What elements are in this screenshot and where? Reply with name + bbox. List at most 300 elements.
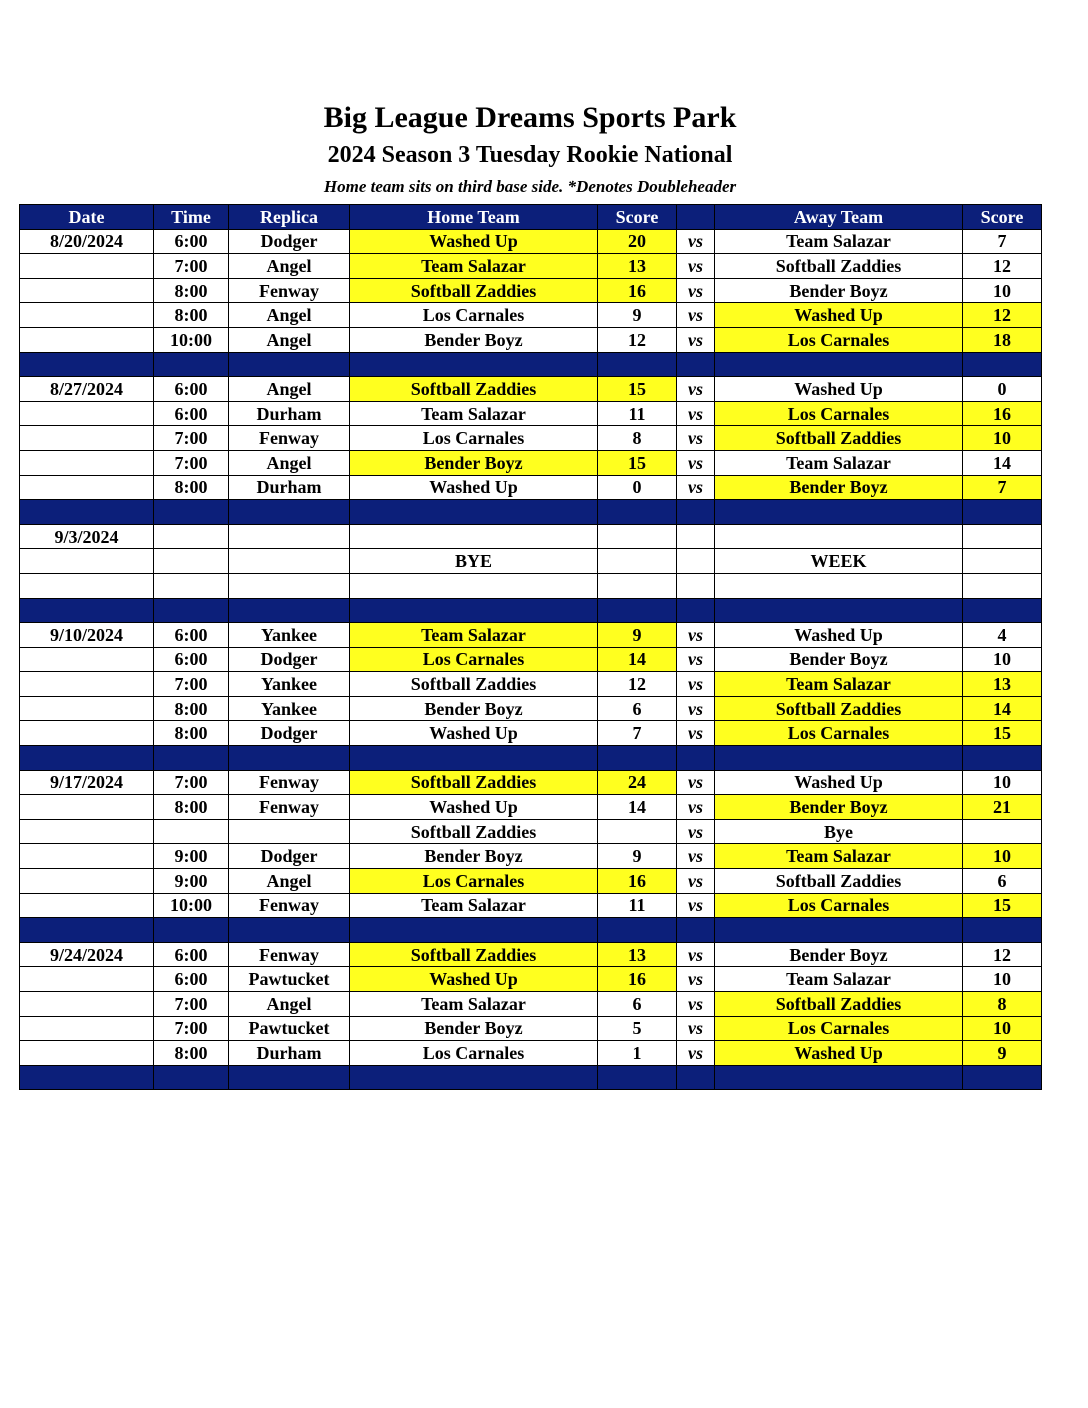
vs-cell: vs [677, 1041, 715, 1066]
separator-cell [715, 1065, 963, 1090]
separator-cell [154, 352, 229, 377]
vs-cell: vs [677, 893, 715, 918]
date-cell [20, 696, 154, 721]
replica-cell: Angel [229, 450, 350, 475]
time-cell [154, 573, 229, 598]
time-cell: 7:00 [154, 426, 229, 451]
home-score-cell: 11 [598, 401, 677, 426]
home-team-cell: Los Carnales [350, 647, 598, 672]
home-team-cell [350, 573, 598, 598]
away-team-cell: Bender Boyz [715, 942, 963, 967]
home-team-cell: BYE [350, 549, 598, 574]
header-row [20, 205, 1042, 230]
date-cell [20, 549, 154, 574]
table-row [20, 426, 1042, 451]
vs-cell: vs [677, 254, 715, 279]
away-team-cell: Bender Boyz [715, 795, 963, 820]
vs-cell: vs [677, 377, 715, 402]
away-score-cell: 10 [963, 844, 1042, 869]
time-cell: 8:00 [154, 1041, 229, 1066]
vs-cell: vs [677, 819, 715, 844]
time-cell: 6:00 [154, 942, 229, 967]
replica-cell: Pawtucket [229, 1016, 350, 1041]
home-team-cell: Softball Zaddies [350, 819, 598, 844]
replica-cell: Dodger [229, 721, 350, 746]
replica-cell: Fenway [229, 770, 350, 795]
home-score-cell [598, 549, 677, 574]
away-team-cell: Team Salazar [715, 450, 963, 475]
separator-cell [598, 500, 677, 525]
home-score-cell: 11 [598, 893, 677, 918]
separator-cell [154, 918, 229, 943]
time-cell: 9:00 [154, 869, 229, 894]
separator-cell [229, 500, 350, 525]
away-team-cell: Washed Up [715, 303, 963, 328]
table-row [20, 1016, 1042, 1041]
table-row [20, 549, 1042, 574]
table-row [20, 795, 1042, 820]
away-team-cell: Washed Up [715, 770, 963, 795]
table-row [20, 524, 1042, 549]
home-score-cell: 1 [598, 1041, 677, 1066]
separator-cell [963, 598, 1042, 623]
replica-cell: Yankee [229, 696, 350, 721]
time-cell: 10:00 [154, 327, 229, 352]
home-team-cell: Washed Up [350, 229, 598, 254]
time-cell: 6:00 [154, 647, 229, 672]
separator-cell [963, 352, 1042, 377]
away-score-cell: 7 [963, 475, 1042, 500]
replica-cell: Pawtucket [229, 967, 350, 992]
away-score-cell: 21 [963, 795, 1042, 820]
away-score-cell [963, 524, 1042, 549]
column-header-away-team: Away Team [715, 205, 963, 230]
table-row [20, 377, 1042, 402]
home-score-cell: 16 [598, 869, 677, 894]
separator-cell [20, 746, 154, 771]
time-cell [154, 819, 229, 844]
date-cell: 9/10/2024 [20, 623, 154, 648]
table-row [20, 475, 1042, 500]
home-score-cell: 8 [598, 426, 677, 451]
table-row [20, 303, 1042, 328]
replica-cell: Yankee [229, 672, 350, 697]
separator-cell [20, 1065, 154, 1090]
home-team-cell: Los Carnales [350, 869, 598, 894]
separator-cell [677, 598, 715, 623]
table-row [20, 893, 1042, 918]
separator-cell [20, 500, 154, 525]
home-score-cell: 9 [598, 623, 677, 648]
page-note: Home team sits on third base side. *Denotes Doubleheader [323, 177, 737, 196]
home-team-cell: Team Salazar [350, 992, 598, 1017]
away-team-cell: Team Salazar [715, 672, 963, 697]
away-score-cell [963, 573, 1042, 598]
date-cell [20, 254, 154, 279]
separator-cell [229, 352, 350, 377]
home-score-cell: 14 [598, 795, 677, 820]
home-score-cell: 5 [598, 1016, 677, 1041]
away-score-cell: 16 [963, 401, 1042, 426]
vs-cell: vs [677, 475, 715, 500]
table-row [20, 942, 1042, 967]
home-team-cell: Softball Zaddies [350, 672, 598, 697]
home-score-cell: 15 [598, 450, 677, 475]
away-team-cell [715, 573, 963, 598]
replica-cell: Dodger [229, 647, 350, 672]
time-cell: 8:00 [154, 795, 229, 820]
away-team-cell: Washed Up [715, 623, 963, 648]
separator-cell [229, 598, 350, 623]
separator-cell [229, 1065, 350, 1090]
home-score-cell: 6 [598, 992, 677, 1017]
away-team-cell [715, 524, 963, 549]
home-team-cell: Washed Up [350, 721, 598, 746]
separator-cell [229, 918, 350, 943]
away-score-cell: 12 [963, 942, 1042, 967]
separator-cell [963, 500, 1042, 525]
away-score-cell: 0 [963, 377, 1042, 402]
table-row [20, 869, 1042, 894]
date-cell: 9/24/2024 [20, 942, 154, 967]
table-row [20, 819, 1042, 844]
time-cell: 7:00 [154, 770, 229, 795]
away-score-cell: 10 [963, 278, 1042, 303]
time-cell [154, 549, 229, 574]
away-score-cell: 7 [963, 229, 1042, 254]
separator-cell [963, 918, 1042, 943]
time-cell: 7:00 [154, 450, 229, 475]
vs-cell: vs [677, 696, 715, 721]
time-cell [154, 524, 229, 549]
separator-cell [350, 918, 598, 943]
home-score-cell: 6 [598, 696, 677, 721]
date-cell [20, 647, 154, 672]
replica-cell: Yankee [229, 623, 350, 648]
separator-cell [715, 598, 963, 623]
separator-cell [677, 918, 715, 943]
date-cell [20, 426, 154, 451]
page-title: Big League Dreams Sports Park [323, 101, 737, 134]
away-score-cell: 4 [963, 623, 1042, 648]
table-row [20, 327, 1042, 352]
away-team-cell: WEEK [715, 549, 963, 574]
away-score-cell: 15 [963, 721, 1042, 746]
away-score-cell: 12 [963, 303, 1042, 328]
home-score-cell: 7 [598, 721, 677, 746]
away-team-cell: Los Carnales [715, 1016, 963, 1041]
replica-cell: Fenway [229, 795, 350, 820]
replica-cell: Durham [229, 401, 350, 426]
time-cell: 7:00 [154, 1016, 229, 1041]
date-cell [20, 992, 154, 1017]
table-row [20, 278, 1042, 303]
vs-cell: vs [677, 647, 715, 672]
column-header-time: Time [154, 205, 229, 230]
vs-cell: vs [677, 426, 715, 451]
separator-cell [963, 1065, 1042, 1090]
home-score-cell: 0 [598, 475, 677, 500]
away-score-cell: 18 [963, 327, 1042, 352]
date-cell [20, 795, 154, 820]
column-header-date: Date [20, 205, 154, 230]
vs-cell: vs [677, 450, 715, 475]
date-cell [20, 450, 154, 475]
separator-cell [229, 746, 350, 771]
away-team-cell: Team Salazar [715, 967, 963, 992]
time-cell: 6:00 [154, 623, 229, 648]
away-team-cell: Team Salazar [715, 229, 963, 254]
replica-cell [229, 573, 350, 598]
replica-cell: Fenway [229, 893, 350, 918]
home-team-cell: Bender Boyz [350, 1016, 598, 1041]
separator-cell [677, 1065, 715, 1090]
column-header-replica: Replica [229, 205, 350, 230]
table-row [20, 1041, 1042, 1066]
home-score-cell: 16 [598, 278, 677, 303]
away-team-cell: Bender Boyz [715, 475, 963, 500]
away-score-cell: 9 [963, 1041, 1042, 1066]
home-score-cell: 13 [598, 254, 677, 279]
home-team-cell: Bender Boyz [350, 450, 598, 475]
home-team-cell: Team Salazar [350, 254, 598, 279]
away-team-cell: Washed Up [715, 1041, 963, 1066]
replica-cell: Fenway [229, 426, 350, 451]
table-row [20, 254, 1042, 279]
time-cell: 8:00 [154, 696, 229, 721]
away-score-cell: 8 [963, 992, 1042, 1017]
home-score-cell: 24 [598, 770, 677, 795]
date-cell [20, 1041, 154, 1066]
separator-cell [677, 500, 715, 525]
column-header-home-team: Home Team [350, 205, 598, 230]
home-team-cell: Bender Boyz [350, 844, 598, 869]
away-score-cell: 10 [963, 426, 1042, 451]
separator-cell [598, 598, 677, 623]
time-cell: 8:00 [154, 303, 229, 328]
separator-cell [154, 500, 229, 525]
column-header-home-score: Score [598, 205, 677, 230]
separator-cell [598, 918, 677, 943]
separator-cell [154, 598, 229, 623]
away-score-cell: 10 [963, 1016, 1042, 1041]
replica-cell: Dodger [229, 844, 350, 869]
date-cell [20, 672, 154, 697]
replica-cell: Angel [229, 377, 350, 402]
separator-cell [598, 1065, 677, 1090]
vs-cell [677, 524, 715, 549]
home-team-cell: Team Salazar [350, 623, 598, 648]
home-team-cell [350, 524, 598, 549]
away-team-cell: Washed Up [715, 377, 963, 402]
time-cell: 8:00 [154, 475, 229, 500]
vs-cell: vs [677, 942, 715, 967]
replica-cell: Angel [229, 869, 350, 894]
date-cell: 9/3/2024 [20, 524, 154, 549]
replica-cell [229, 524, 350, 549]
away-team-cell: Los Carnales [715, 401, 963, 426]
separator-cell [677, 746, 715, 771]
vs-cell: vs [677, 623, 715, 648]
date-cell [20, 573, 154, 598]
separator-row [20, 746, 1042, 771]
home-score-cell: 12 [598, 327, 677, 352]
replica-cell [229, 819, 350, 844]
time-cell: 8:00 [154, 278, 229, 303]
date-cell: 9/17/2024 [20, 770, 154, 795]
home-team-cell: Softball Zaddies [350, 942, 598, 967]
table-row [20, 721, 1042, 746]
away-team-cell: Team Salazar [715, 844, 963, 869]
page-subtitle: 2024 Season 3 Tuesday Rookie National [327, 142, 733, 168]
separator-cell [20, 352, 154, 377]
separator-cell [350, 1065, 598, 1090]
separator-cell [677, 352, 715, 377]
home-team-cell: Los Carnales [350, 1041, 598, 1066]
replica-cell: Fenway [229, 942, 350, 967]
separator-cell [715, 352, 963, 377]
away-score-cell: 13 [963, 672, 1042, 697]
home-score-cell [598, 524, 677, 549]
replica-cell: Fenway [229, 278, 350, 303]
time-cell: 6:00 [154, 229, 229, 254]
table-row [20, 672, 1042, 697]
column-header-vs [677, 205, 715, 230]
home-team-cell: Softball Zaddies [350, 377, 598, 402]
vs-cell: vs [677, 327, 715, 352]
home-team-cell: Bender Boyz [350, 327, 598, 352]
date-cell [20, 893, 154, 918]
away-team-cell: Softball Zaddies [715, 869, 963, 894]
date-cell [20, 278, 154, 303]
replica-cell: Angel [229, 992, 350, 1017]
separator-cell [598, 746, 677, 771]
date-cell [20, 303, 154, 328]
vs-cell: vs [677, 303, 715, 328]
separator-row [20, 500, 1042, 525]
away-team-cell: Bye [715, 819, 963, 844]
separator-row [20, 918, 1042, 943]
time-cell: 7:00 [154, 992, 229, 1017]
home-team-cell: Los Carnales [350, 303, 598, 328]
home-team-cell: Washed Up [350, 475, 598, 500]
table-row [20, 696, 1042, 721]
separator-row [20, 598, 1042, 623]
column-header-away-score: Score [963, 205, 1042, 230]
vs-cell: vs [677, 278, 715, 303]
separator-row [20, 352, 1042, 377]
away-score-cell: 10 [963, 770, 1042, 795]
table-row [20, 229, 1042, 254]
home-score-cell: 9 [598, 303, 677, 328]
home-team-cell: Washed Up [350, 967, 598, 992]
separator-cell [963, 746, 1042, 771]
vs-cell: vs [677, 1016, 715, 1041]
home-score-cell: 9 [598, 844, 677, 869]
home-score-cell: 13 [598, 942, 677, 967]
replica-cell: Dodger [229, 229, 350, 254]
vs-cell: vs [677, 721, 715, 746]
table-row [20, 401, 1042, 426]
time-cell: 8:00 [154, 721, 229, 746]
away-score-cell: 14 [963, 696, 1042, 721]
date-cell [20, 401, 154, 426]
date-cell [20, 844, 154, 869]
separator-cell [715, 918, 963, 943]
home-score-cell [598, 819, 677, 844]
time-cell: 7:00 [154, 672, 229, 697]
home-score-cell: 12 [598, 672, 677, 697]
vs-cell: vs [677, 992, 715, 1017]
table-row [20, 450, 1042, 475]
time-cell: 6:00 [154, 401, 229, 426]
date-cell [20, 327, 154, 352]
home-team-cell: Softball Zaddies [350, 278, 598, 303]
away-team-cell: Bender Boyz [715, 278, 963, 303]
vs-cell: vs [677, 770, 715, 795]
time-cell: 7:00 [154, 254, 229, 279]
time-cell: 10:00 [154, 893, 229, 918]
replica-cell: Durham [229, 1041, 350, 1066]
replica-cell: Angel [229, 327, 350, 352]
separator-cell [715, 746, 963, 771]
vs-cell: vs [677, 401, 715, 426]
vs-cell: vs [677, 672, 715, 697]
separator-cell [350, 598, 598, 623]
home-score-cell: 16 [598, 967, 677, 992]
table-row [20, 573, 1042, 598]
vs-cell: vs [677, 795, 715, 820]
table-row [20, 647, 1042, 672]
home-score-cell: 14 [598, 647, 677, 672]
away-team-cell: Softball Zaddies [715, 992, 963, 1017]
away-score-cell: 15 [963, 893, 1042, 918]
date-cell [20, 475, 154, 500]
vs-cell [677, 549, 715, 574]
replica-cell [229, 549, 350, 574]
date-cell: 8/20/2024 [20, 229, 154, 254]
away-score-cell: 6 [963, 869, 1042, 894]
date-cell [20, 967, 154, 992]
home-score-cell: 15 [598, 377, 677, 402]
away-team-cell: Los Carnales [715, 721, 963, 746]
vs-cell: vs [677, 844, 715, 869]
table-row [20, 844, 1042, 869]
home-team-cell: Washed Up [350, 795, 598, 820]
separator-cell [20, 918, 154, 943]
away-team-cell: Softball Zaddies [715, 696, 963, 721]
date-cell [20, 869, 154, 894]
separator-cell [20, 598, 154, 623]
home-team-cell: Los Carnales [350, 426, 598, 451]
away-team-cell: Softball Zaddies [715, 426, 963, 451]
time-cell: 6:00 [154, 967, 229, 992]
away-score-cell [963, 819, 1042, 844]
home-score-cell: 20 [598, 229, 677, 254]
home-score-cell [598, 573, 677, 598]
home-team-cell: Team Salazar [350, 401, 598, 426]
date-cell [20, 721, 154, 746]
time-cell: 9:00 [154, 844, 229, 869]
away-score-cell: 12 [963, 254, 1042, 279]
separator-row [20, 1065, 1042, 1090]
separator-cell [715, 500, 963, 525]
separator-cell [350, 352, 598, 377]
table-row [20, 770, 1042, 795]
away-score-cell: 10 [963, 647, 1042, 672]
separator-cell [598, 352, 677, 377]
vs-cell: vs [677, 869, 715, 894]
